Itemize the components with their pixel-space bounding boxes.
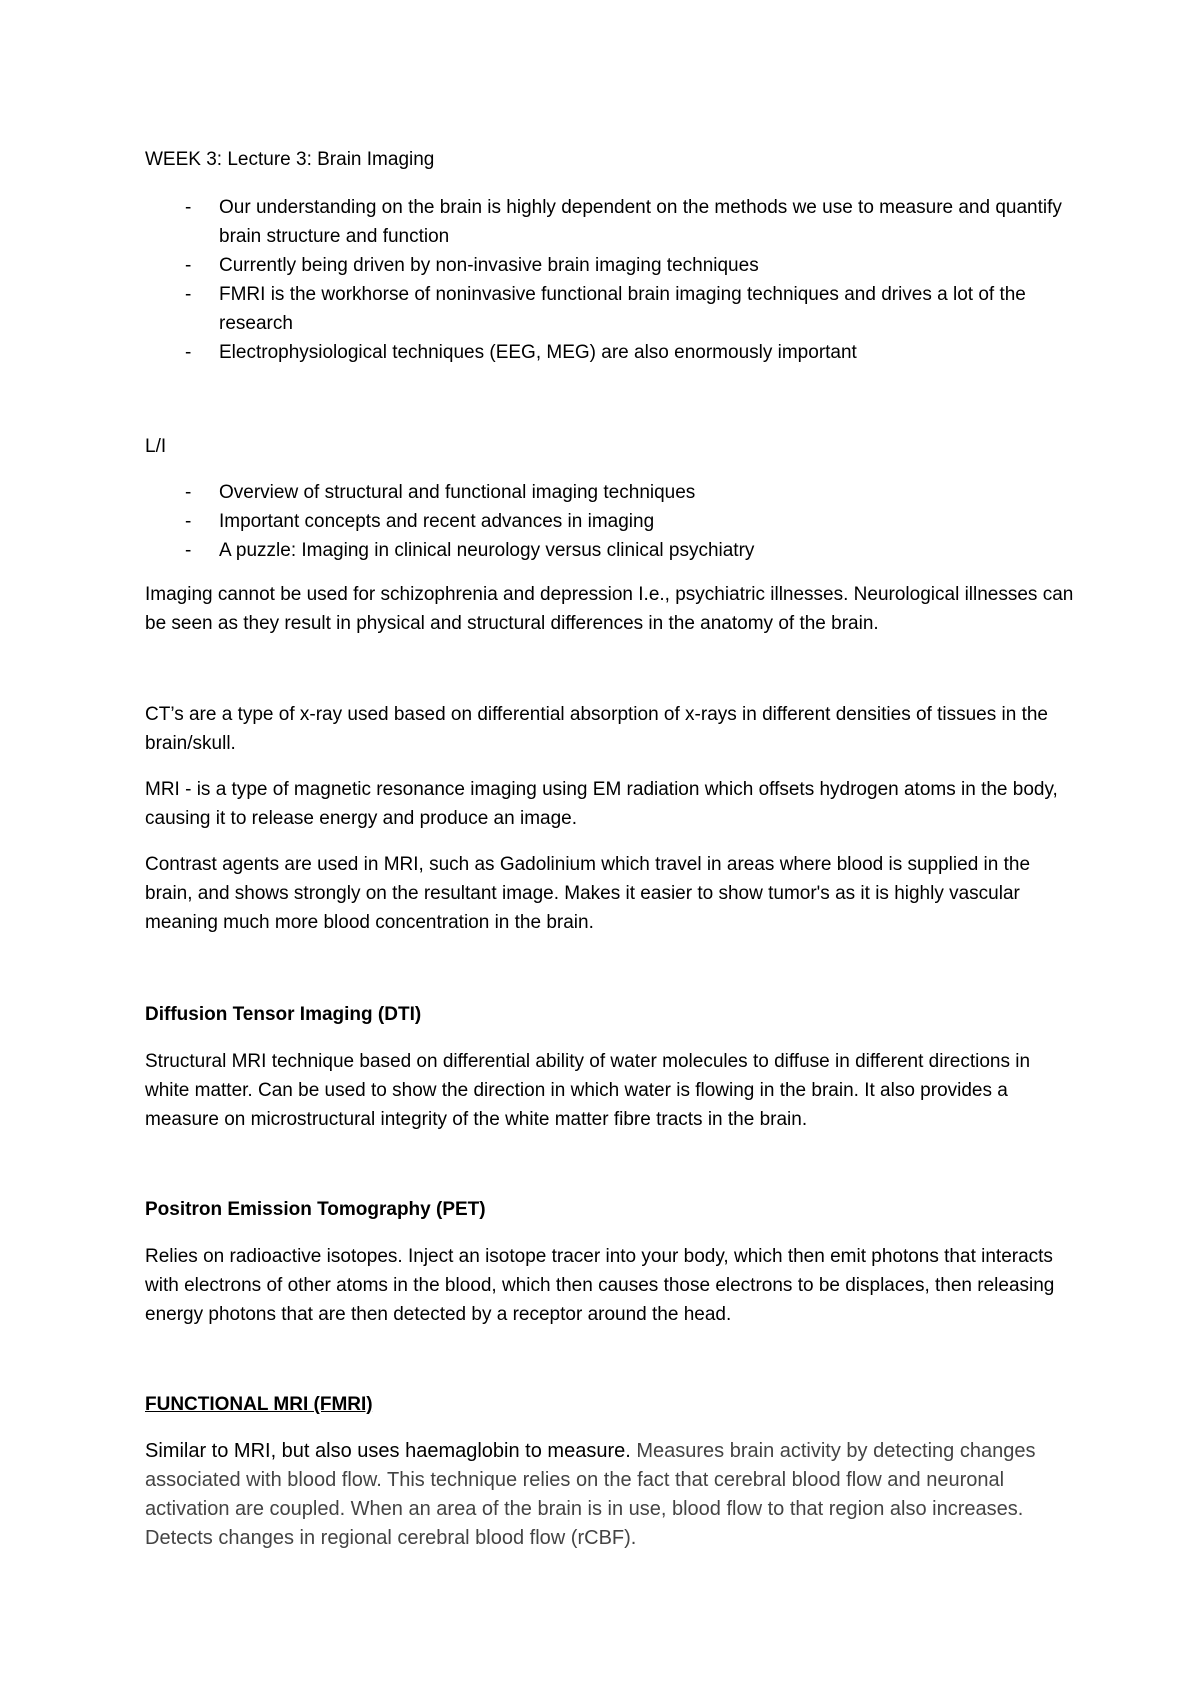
bullet-dash: - [185,482,192,503]
list-item-text: Our understanding on the brain is highly dependent on the methods we use to measure and quantify brain structure and function [219,197,1062,247]
learning-objectives-list [145,478,1075,565]
list-item [145,478,1075,507]
learning-objectives-label: L/I [145,436,167,457]
bullet-dash: - [185,284,192,305]
heading-dti: Diffusion Tensor Imaging (DTI) [145,1004,422,1025]
intro-bullet-list [145,193,1075,367]
paragraph-fmri-intro: Similar to MRI, but also uses haemaglobin to measure. [145,1440,637,1462]
paragraph-contrast-agents: Contrast agents are used in MRI, such as Gadolinium which travel in areas where blood is supplied in the brain, and shows strongly on the resultant image. Makes it easier to show tumor's as it is highly vascular meaning much more blood concentration in the brain. [145,854,1031,933]
list-item-text: Currently being driven by non-invasive brain imaging techniques [219,255,759,276]
bullet-dash: - [185,540,192,561]
list-item [145,536,1075,565]
paragraph-ct: CT’s are a type of x-ray used based on differential absorption of x-rays in different densities of tissues in the brain/skull. [145,704,1048,754]
heading-pet: Positron Emission Tomography (PET) [145,1199,486,1220]
paragraph-pet: Relies on radioactive isotopes. Inject an isotope tracer into your body, which then emit photons that interacts with electrons of other atoms in the blood, which then causes those electrons to be displaces, then releasing energy photons that are then detected by a receptor around the head. [145,1246,1055,1325]
paragraph-fmri [145,1437,1075,1553]
list-item [145,280,1075,338]
list-item-text: Overview of structural and functional imaging techniques [219,482,696,503]
bullet-dash: - [185,255,192,276]
bullet-dash: - [185,342,192,363]
list-item [145,251,1075,280]
document-title: WEEK 3: Lecture 3: Brain Imaging [145,149,435,170]
list-item [145,507,1075,536]
paragraph-fmri-detail: Measures brain activity by detecting changes associated with blood flow. This technique relies on the fact that cerebral blood flow and neuronal activation are coupled. When an area of the brain is in use, blood flow to that region also increases. Detects changes in regional cerebral blood flow (rCBF). [145,1440,1036,1549]
heading-fmri: FUNCTIONAL MRI (FMRI) [145,1394,373,1415]
paragraph-mri: MRI - is a type of magnetic resonance imaging using EM radiation which offsets hydrogen atoms in the body, causing it to release energy and produce an image. [145,779,1058,829]
list-item [145,193,1075,251]
list-item-text: A puzzle: Imaging in clinical neurology versus clinical psychiatry [219,540,755,561]
bullet-dash: - [185,197,192,218]
paragraph-dti: Structural MRI technique based on differential ability of water molecules to diffuse in different directions in white matter. Can be used to show the direction in which water is flowing in the brain. It also provides a measure on microstructural integrity of the white matter fibre tracts in the brain. [145,1051,1031,1130]
bullet-dash: - [185,511,192,532]
list-item-text: FMRI is the workhorse of noninvasive functional brain imaging techniques and drives a lot of the research [219,284,1026,334]
list-item-text: Electrophysiological techniques (EEG, MEG) are also enormously important [219,342,857,363]
list-item-text: Important concepts and recent advances in imaging [219,511,655,532]
list-item [145,338,1075,367]
paragraph-imaging-limits: Imaging cannot be used for schizophrenia and depression I.e., psychiatric illnesses. Neurological illnesses can be seen as they result in physical and structural differences in the anatomy of the brain. [145,584,1074,634]
